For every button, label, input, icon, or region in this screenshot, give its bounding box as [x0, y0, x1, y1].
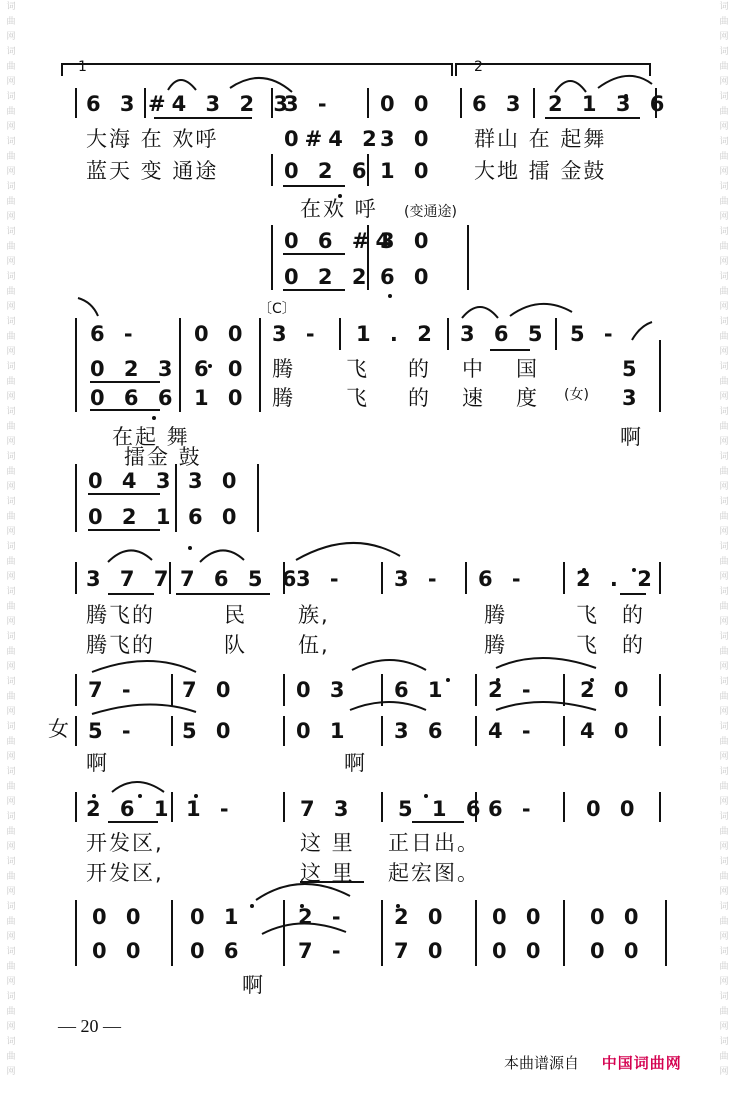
note-group: 5 1 6 — [398, 797, 487, 821]
note-group: 0 0 — [92, 939, 147, 963]
note-group: 0 0 — [380, 92, 435, 116]
lyric-line: 这 里 — [300, 861, 355, 885]
note-group: 0 0 — [492, 905, 547, 929]
page-number: — 20 — — [58, 1016, 121, 1036]
note-group: 3 0 — [188, 469, 243, 493]
note-group: 0#4 2 — [284, 127, 383, 151]
footer-site-link[interactable]: 中国词曲网 — [601, 1054, 682, 1072]
watermark-left: 词曲网词曲网词曲网词曲网词曲网词曲网词曲网词曲网词曲网词曲网词曲网词曲网词曲网词曲网词曲网词曲网词曲网词曲网词曲网词曲网词曲网词曲网词曲网词曲网 — [6, 2, 16, 1077]
lyric-char: 啊 — [242, 973, 265, 997]
lyric-line: 在起 舞 — [112, 425, 190, 449]
watermark-right: 词曲网词曲网词曲网词曲网词曲网词曲网词曲网词曲网词曲网词曲网词曲网词曲网词曲网词曲网词曲网词曲网词曲网词曲网词曲网词曲网词曲网词曲网词曲网词曲网 — [719, 2, 729, 1077]
lyric-char: 飞 — [576, 603, 599, 627]
lyric-line: 擂金 鼓 — [124, 445, 202, 469]
lyric-char: 腾 — [484, 603, 507, 627]
lyric-char: 腾 — [484, 633, 507, 657]
lyric-line: 起宏图。 — [388, 861, 480, 885]
footer-source: 本曲谱源自 — [504, 1054, 580, 1072]
lyric-char: 队 — [224, 633, 247, 657]
lyric-char: 民 — [224, 603, 247, 627]
note-group: #4 3 2 3 — [148, 92, 294, 116]
note-group: 5 — [622, 357, 643, 381]
lyric-line: 群山 在 起舞 — [474, 127, 607, 151]
note-group: 0 2 6 — [284, 159, 373, 183]
note-group: 7 3 — [300, 797, 355, 821]
note-group: 3 - — [296, 567, 345, 591]
note-group: 5 0 — [182, 719, 237, 743]
note-group: 7 0 — [394, 939, 449, 963]
lyric-char: 腾飞的 — [86, 603, 155, 627]
note-group: 7 - — [298, 939, 347, 963]
note-group: 3 — [622, 386, 643, 410]
note-group: 2 - — [298, 905, 347, 929]
lyric-char: 腾 — [272, 357, 295, 381]
lyric-line: 这 里 — [300, 831, 355, 855]
lyric-char: 度 — [516, 386, 539, 410]
lyric-char: 腾 — [272, 386, 295, 410]
note-group: 2 0 — [394, 905, 449, 929]
note-group: 7 6 5 6 — [180, 567, 303, 591]
volta-2-label: 2 — [474, 59, 483, 75]
lyric-line: 开发区, — [86, 831, 164, 855]
footer-credit — [504, 1052, 682, 1073]
note-group: 0 0 — [590, 939, 645, 963]
note-group: 4 - — [488, 719, 537, 743]
note-group: 6 1 — [394, 678, 449, 702]
note-group: 0 2 2 — [284, 265, 373, 289]
note-group: 2 6 1 — [86, 797, 175, 821]
note-group: 5 - — [88, 719, 137, 743]
note-group: 2 - — [488, 678, 537, 702]
note-group: 2 . 2 — [576, 567, 658, 591]
note-group: 3 6 — [394, 719, 449, 743]
lyric-line: 大地 擂 金鼓 — [474, 159, 607, 183]
note-group: 6 0 — [188, 505, 243, 529]
note-group: 3 0 — [380, 229, 435, 253]
note-group: 0 6 6 — [90, 386, 179, 410]
female-part-label: 女 — [48, 717, 71, 741]
note-group: 1 0 — [194, 386, 249, 410]
note-group: 1 0 — [380, 159, 435, 183]
note-group: 3 0 — [380, 127, 435, 151]
lyric-line: 大海 在 欢呼 — [86, 127, 219, 151]
note-group: 0 2 3 — [90, 357, 179, 381]
lyric-char: 啊 — [86, 751, 109, 775]
lyric-char: 啊 — [620, 425, 643, 449]
lyric-char: 飞 — [346, 386, 369, 410]
note-group: 1 - — [186, 797, 235, 821]
lyric-char: 飞 — [576, 633, 599, 657]
note-group: 6 - — [478, 567, 527, 591]
lyric-char: 速 — [462, 386, 485, 410]
note-group: 5 - — [570, 322, 619, 346]
note-group: 0 0 — [194, 322, 249, 346]
note-group: 0 1 — [296, 719, 351, 743]
lyric-line: 在欢 呼 — [300, 197, 378, 221]
note-group: 7 - — [88, 678, 137, 702]
note-group: 0 1 — [190, 905, 245, 929]
note-group: 6 3 — [86, 92, 141, 116]
note-group: 2 0 — [580, 678, 635, 702]
note-group: 6 - — [488, 797, 537, 821]
lyric-char: 族, — [298, 603, 330, 627]
note-group: 0 0 — [92, 905, 147, 929]
note-group: 3 - — [284, 92, 333, 116]
note-group: 3 7 7 — [86, 567, 175, 591]
note-group: 3 - — [272, 322, 321, 346]
note-group: 0 0 — [586, 797, 641, 821]
lyric-char: 的 — [408, 386, 431, 410]
note-group: 7 0 — [182, 678, 237, 702]
note-group: 6 0 — [194, 357, 249, 381]
note-group: 0 3 — [296, 678, 351, 702]
note-group: 3 6 5 — [460, 322, 549, 346]
lyric-line: 开发区, — [86, 861, 164, 885]
note-group: 0 0 — [590, 905, 645, 929]
lyric-char: 啊 — [344, 751, 367, 775]
note-group: 2 1 3 6 — [548, 92, 671, 116]
note-group: 4 0 — [580, 719, 635, 743]
note-group: 0 0 — [492, 939, 547, 963]
note-group: 6 - — [90, 322, 139, 346]
lyric-char: 的 — [622, 603, 645, 627]
note-group: 0 6 #4 — [284, 229, 397, 253]
lyric-line: 正日出。 — [388, 831, 480, 855]
lyric-char: 中 — [462, 357, 485, 381]
volta-1-label: 1 — [78, 59, 87, 75]
female-part-label: (女) — [564, 387, 589, 403]
note-group: 0 2 1 — [88, 505, 177, 529]
section-label: 〔C〕 — [258, 301, 296, 317]
lyric-char: 的 — [408, 357, 431, 381]
lyric-char: 国 — [516, 357, 539, 381]
note-group: 6 3 — [472, 92, 527, 116]
note-group: 0 6 — [190, 939, 245, 963]
lyric-char: 伍, — [298, 633, 330, 657]
lyric-char: 的 — [622, 633, 645, 657]
lyric-char: 腾飞的 — [86, 633, 155, 657]
note-group: 1 . 2 — [356, 322, 438, 346]
note-group: 3 - — [394, 567, 443, 591]
note-group: 6 0 — [380, 265, 435, 289]
note-group: 0 4 3 — [88, 469, 177, 493]
lyric-line: 蓝天 变 通途 — [86, 159, 219, 183]
lyric-char: 飞 — [346, 357, 369, 381]
lyric-note: (变通途) — [404, 204, 457, 220]
